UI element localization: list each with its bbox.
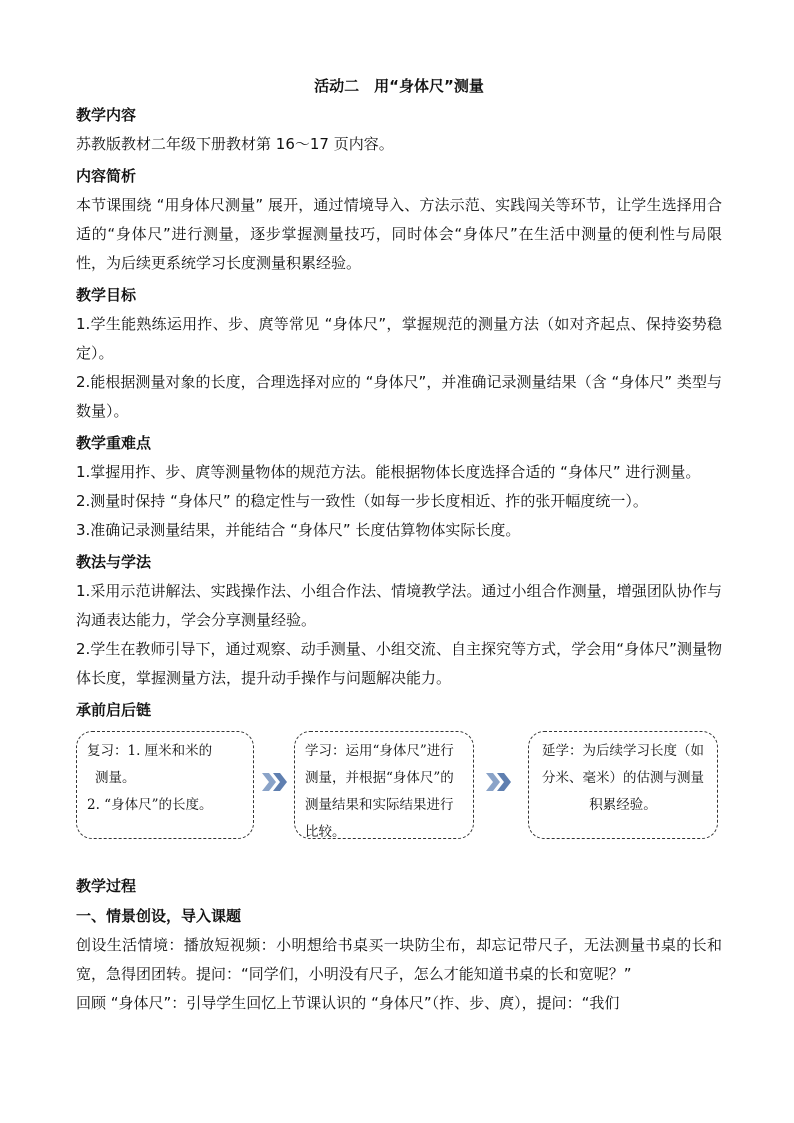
goal-item-1: 1.学生能熟练运用拃、步、庹等常见 “身体尺”，掌握规范的测量方法（如对齐起点、保持姿势稳定）。 (76, 315, 722, 362)
extend-box: 延学：为后续学习长度（如分米、毫米）的估测与测量积累经验。 (528, 731, 718, 839)
heading-summary: 内容简析 (76, 167, 137, 185)
key-point-2: 2.测量时保持 “身体尺” 的稳定性与一致性（如每一步长度相近、拃的张开幅度统一）。 (76, 492, 648, 510)
heading-goals: 教学目标 (76, 286, 137, 304)
process-subheading-1: 一、情景创设，导入课题 (76, 907, 242, 925)
review-box (76, 731, 254, 839)
double-chevron-right-icon (484, 769, 514, 795)
heading-process: 教学过程 (76, 877, 137, 895)
page-title: 活动二 用“身体尺”测量 (314, 77, 484, 95)
summary-text: 本节课围绕 “用身体尺测量” 展开，通过情境导入、方法示范、实践闯关等环节，让学生选择用合适的“身体尺”进行测量，逐步掌握测量技巧，同时体会“身体尺”在生活中测量的便利性与局限性，为后续更系统学习长度测量积累经验。 (76, 196, 722, 272)
learn-box: 学习：运用“身体尺”进行测量，并根据“身体尺”的测量结果和实际结果进行比较。 (294, 731, 474, 839)
method-item-1: 1.采用示范讲解法、实践操作法、小组合作法、情境教学法。通过小组合作测量，增强团队协作与沟通表达能力，学会分享测量经验。 (76, 582, 722, 629)
heading-key-points: 教学重难点 (76, 434, 152, 452)
double-chevron-right-icon (260, 769, 290, 795)
key-point-1: 1.掌握用拃、步、庹等测量物体的规范方法。能根据物体长度选择合适的 “身体尺” 进行测量。 (76, 463, 701, 481)
review-line-2: 测量。 (95, 770, 136, 786)
method-item-2: 2.学生在教师引导下，通过观察、动手测量、小组交流、自主探究等方式，学会用“身体尺”测量物体长度，掌握测量方法，提升动手操作与问题解决能力。 (76, 640, 722, 687)
heading-content: 教学内容 (76, 106, 137, 124)
process-text-1: 创设生活情境：播放短视频：小明想给书桌买一块防尘布，却忘记带尺子，无法测量书桌的长和宽，急得团团转。提问：“同学们，小明没有尺子，怎么才能知道书桌的长和宽呢？” (76, 936, 722, 983)
process-text-2: 回顾 “身体尺”：引导学生回忆上节课认识的 “身体尺”（拃、步、庹），提问：“我们 (76, 994, 620, 1012)
review-line-1: 复习：1. 厘米和米的 (87, 743, 213, 759)
heading-methods: 教法与学法 (76, 553, 152, 571)
key-point-3: 3.准确记录测量结果，并能结合 “身体尺” 长度估算物体实际长度。 (76, 521, 521, 539)
bridge-flow (76, 731, 722, 853)
goal-item-2: 2.能根据测量对象的长度，合理选择对应的 “身体尺”，并准确记录测量结果（含 “身体尺” 类型与数量）。 (76, 373, 722, 420)
document-content (76, 74, 722, 1018)
heading-bridge: 承前启后链 (76, 701, 152, 719)
content-text: 苏教版教材二年级下册教材第 16～17 页内容。 (76, 135, 394, 153)
review-line-3: 2. “身体尺”的长度。 (87, 797, 213, 813)
